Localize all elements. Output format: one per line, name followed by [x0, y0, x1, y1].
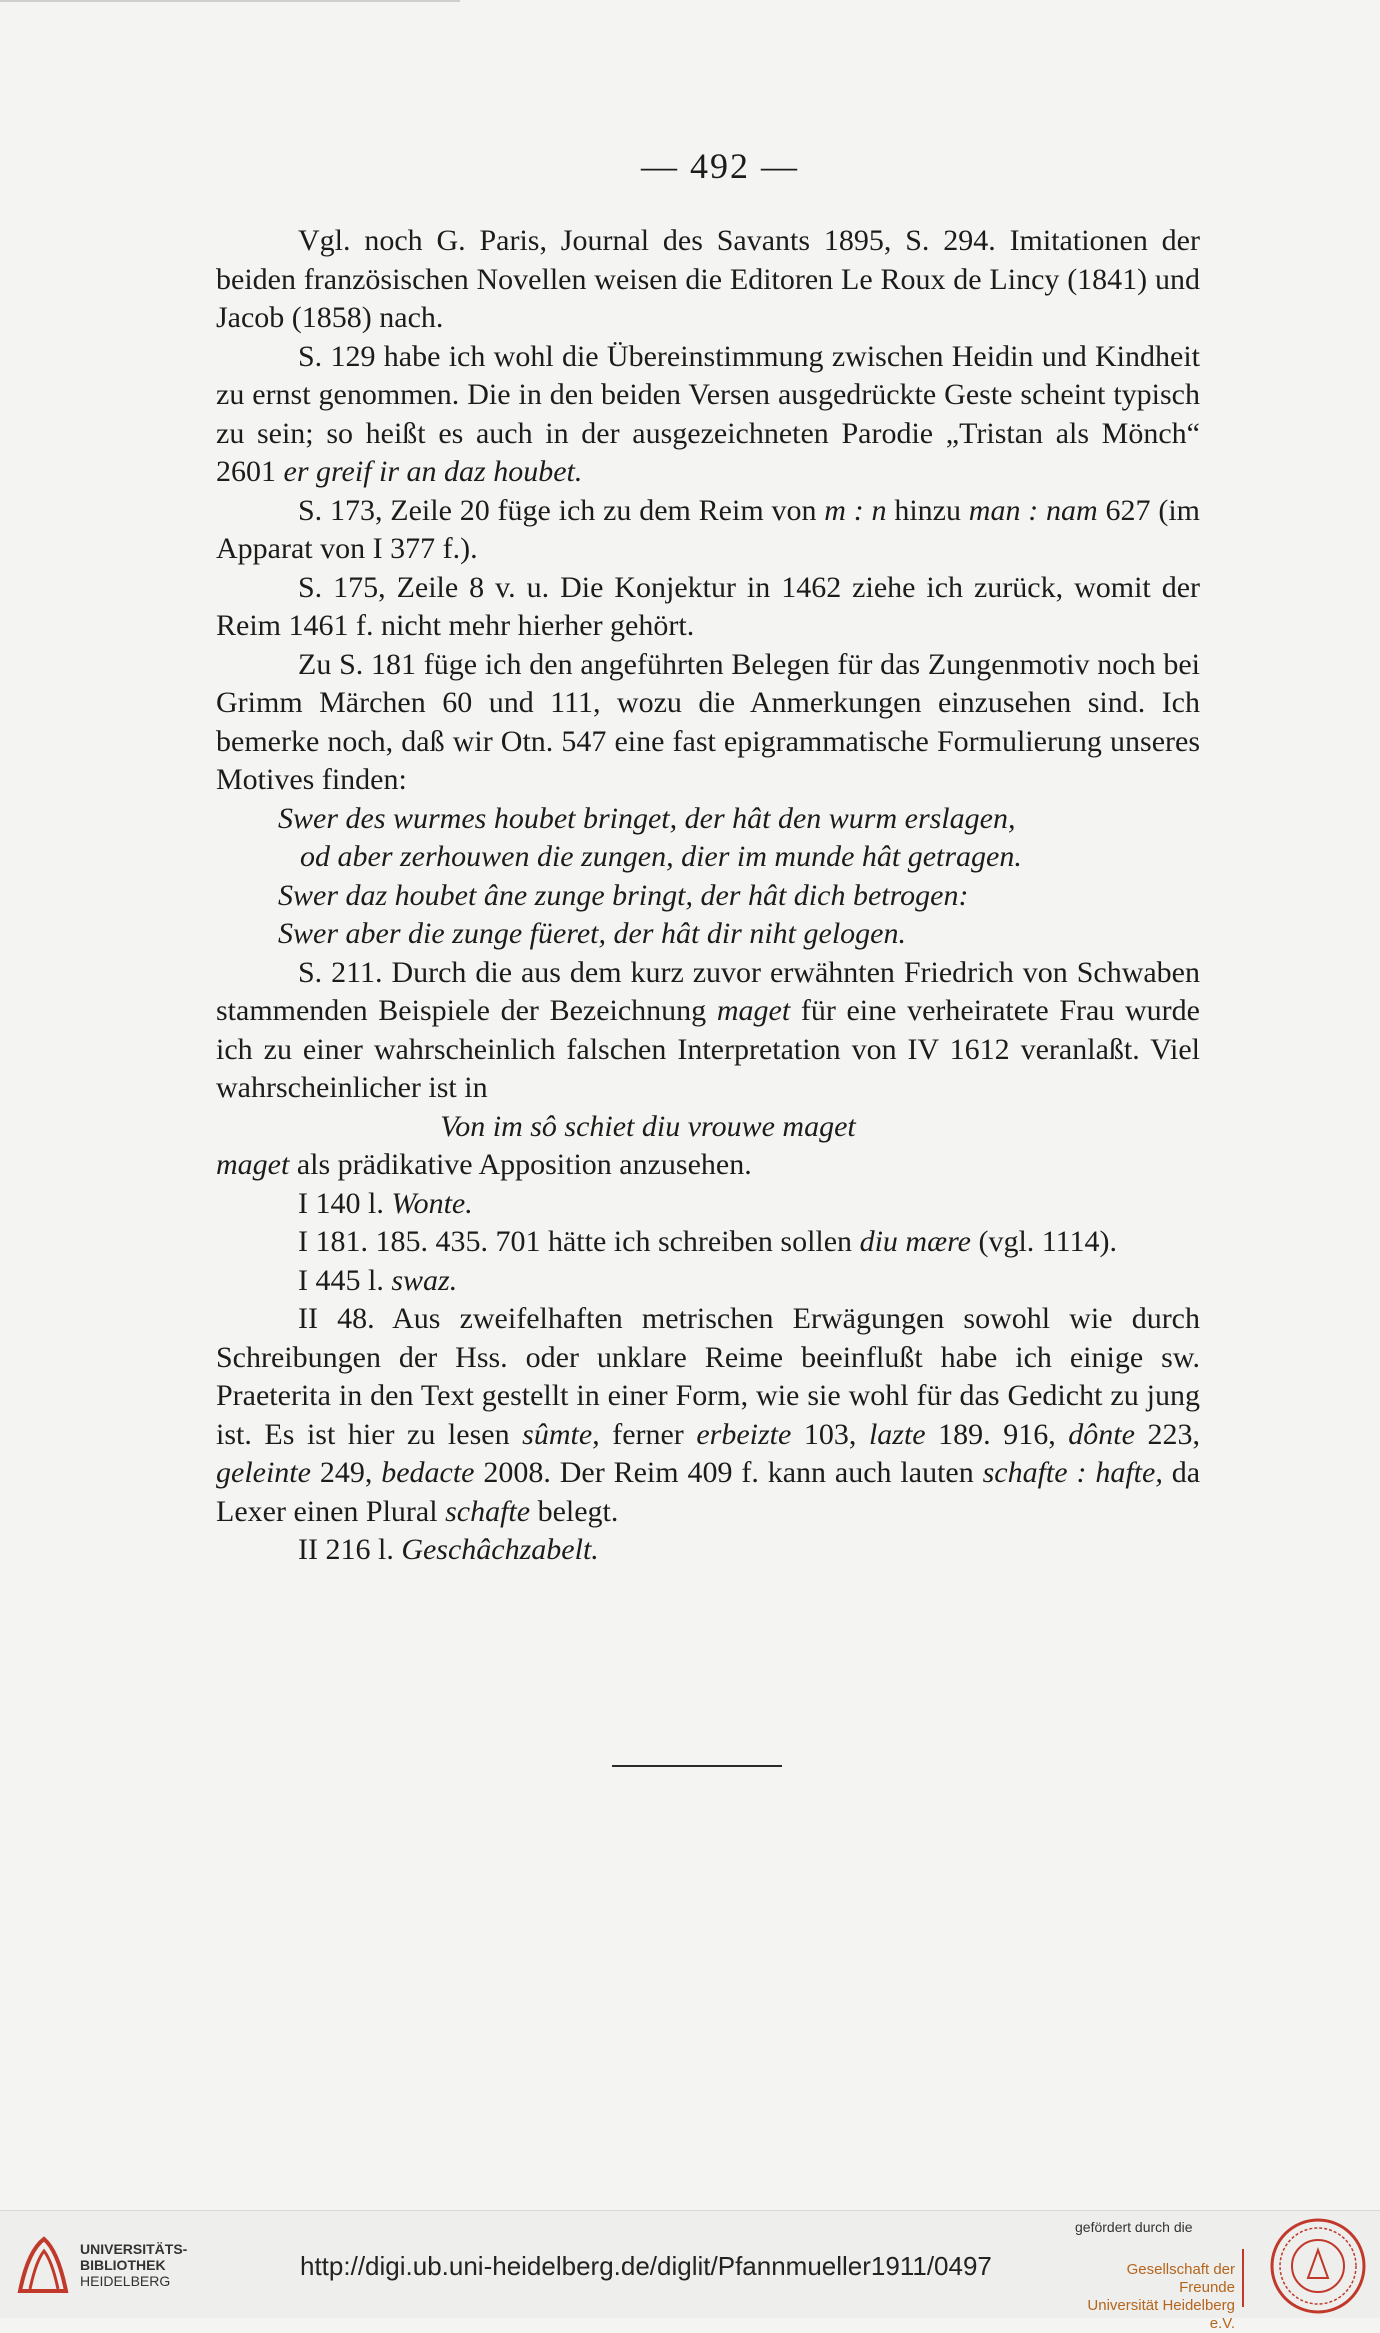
page-body	[216, 222, 1200, 1570]
library-name-line: BIBLIOTHEK	[80, 2257, 166, 2273]
italic-quote: dônte	[1068, 1417, 1135, 1451]
italic-quote: geleinte	[216, 1456, 311, 1489]
text-run: S. 129 habe ich wohl die Übereinstimmung zwischen Heidin und Kindheit zu ernst genommen. Die in den beiden Versen ausgedrückte Geste scheint typisch zu sein; so heißt es auch in der ausgezeichneten Parodie „Tristan als Mönch“ 2601	[216, 339, 1200, 488]
text-run: für eine verheiratete Frau wurde ich zu einer wahrscheinlich falschen Interpretation von IV 1612 veranlaßt. Viel wahrscheinlicher ist in	[216, 994, 1200, 1104]
verse-line: Swer daz houbet âne zunge bringt, der hât dich betrogen:	[278, 878, 969, 912]
text-run: 627 (im Apparat von I 377 f.).	[216, 493, 1201, 565]
verse-line: Swer des wurmes houbet bringet, der hât den wurm erslagen,	[278, 801, 1016, 835]
paragraph	[216, 954, 1200, 1108]
paragraph	[216, 1223, 1200, 1262]
paragraph	[216, 1185, 1200, 1224]
university-seal-icon	[1268, 2216, 1368, 2316]
text-run: belegt.	[530, 1494, 619, 1528]
text-run: 223,	[1134, 1417, 1201, 1451]
library-name-line: UNIVERSITÄTS-	[80, 2241, 188, 2257]
sponsor-label: gefördert durch die	[1075, 2219, 1193, 2235]
verse-line: Swer aber die zunge füeret, der hât dir niht gelogen.	[278, 917, 906, 950]
italic-quote: m : n	[824, 493, 887, 527]
sponsor-name-line: Universität Heidelberg e.V.	[1087, 2297, 1235, 2332]
permalink-url[interactable]: http://digi.ub.uni-heidelberg.de/diglit/Pfannmueller1911/0497	[300, 2251, 992, 2281]
paragraph	[216, 1146, 1200, 1185]
italic-quote: man : nam	[968, 493, 1098, 527]
italic-quote: lazte	[868, 1417, 926, 1451]
sponsor-name-line: Gesellschaft der Freunde	[1126, 2261, 1235, 2296]
italic-quote: Geschâchzabelt.	[401, 1533, 599, 1566]
text-run: I 181. 185. 435. 701 hätte ich schreiben sollen	[298, 1225, 860, 1258]
italic-quote: erbeizte	[696, 1417, 792, 1451]
verse-line: od aber zerhouwen die zungen, dier im munde hât getragen.	[300, 840, 1022, 873]
quote-line: Von im sô schiet diu vrouwe maget	[440, 1109, 856, 1143]
sponsor-divider	[1242, 2249, 1244, 2307]
text-run: S. 211. Durch die aus dem kurz zuvor erwähnten Friedrich von Schwaben stammenden Beispiele der Bezeichnung	[216, 955, 1200, 1027]
italic-quote: diu mære	[859, 1225, 971, 1258]
italic-quote: er greif ir an daz houbet.	[283, 455, 583, 488]
text-run: II 48. Aus zweifelhaften metrischen Erwägungen sowohl wie durch Schreibungen der Hss. oder unklare Reime beeinflußt habe ich einige sw. Praeterita in den Text gestellt in einer Form, wie sie wohl für das Gedicht zu jung ist. Es ist hier zu lesen	[216, 1302, 1200, 1451]
italic-quote: maget	[216, 1148, 290, 1181]
digitization-footer	[0, 2210, 1380, 2332]
text-run: 2008. Der Reim 409 f. kann auch lauten	[474, 1456, 983, 1489]
sponsor-name	[1075, 2261, 1235, 2333]
paragraph	[216, 338, 1200, 492]
text-run: 189. 916,	[925, 1417, 1069, 1451]
paragraph	[216, 1300, 1200, 1531]
paragraph	[216, 1531, 1200, 1570]
italic-quote: maget	[716, 994, 791, 1027]
paragraph: Vgl. noch G. Paris, Journal des Savants 1895, S. 294. Imitationen der beiden französischen Novellen weisen die Editoren Le Roux de Lincy (1841) und Jacob (1858) nach.	[216, 224, 1200, 334]
verse-quote	[278, 800, 1200, 954]
text-run: 103,	[791, 1417, 869, 1451]
library-name	[80, 2241, 187, 2289]
italic-quote: Wonte.	[391, 1186, 473, 1220]
italic-quote: schafte	[445, 1494, 531, 1528]
end-rule	[612, 1765, 782, 1767]
university-library-logo-icon	[14, 2231, 74, 2301]
paragraph	[216, 1262, 1200, 1301]
text-run: S. 173, Zeile 20 füge ich zu dem Reim von	[298, 493, 825, 527]
italic-quote: bedacte	[381, 1456, 475, 1489]
text-run: ferner	[599, 1417, 697, 1451]
text-run: 249,	[310, 1456, 382, 1489]
text-run: da Lexer einen Plural	[216, 1456, 1201, 1528]
paragraph: S. 175, Zeile 8 v. u. Die Konjektur in 1462 ziehe ich zurück, womit der Reim 1461 f. nicht mehr hierher gehört.	[216, 570, 1200, 642]
text-run: II 216 l.	[298, 1533, 402, 1566]
library-name-line: HEIDELBERG	[80, 2273, 171, 2289]
paragraph: Zu S. 181 füge ich den angeführten Belegen für das Zungenmotiv noch bei Grimm Märchen 60 und 111, wozu die Anmerkungen einzusehen sind. Ich bemerke noch, daß wir Otn. 547 eine fast epigrammatische Formulierung unseres Motives finden:	[216, 647, 1200, 796]
paragraph	[216, 492, 1200, 569]
top-divider	[0, 0, 460, 2]
italic-quote: sûmte,	[522, 1417, 600, 1451]
text-run: I 140 l.	[298, 1186, 392, 1220]
text-run: als prädikative Apposition anzusehen.	[289, 1148, 752, 1181]
page-number: — 492 —	[641, 146, 799, 186]
italic-quote: schafte : hafte,	[982, 1456, 1163, 1489]
italic-quote: swaz.	[391, 1263, 458, 1297]
text-run: I 445 l.	[298, 1263, 392, 1297]
text-run: hinzu	[886, 493, 969, 527]
text-run: (vgl. 1114).	[970, 1225, 1118, 1258]
